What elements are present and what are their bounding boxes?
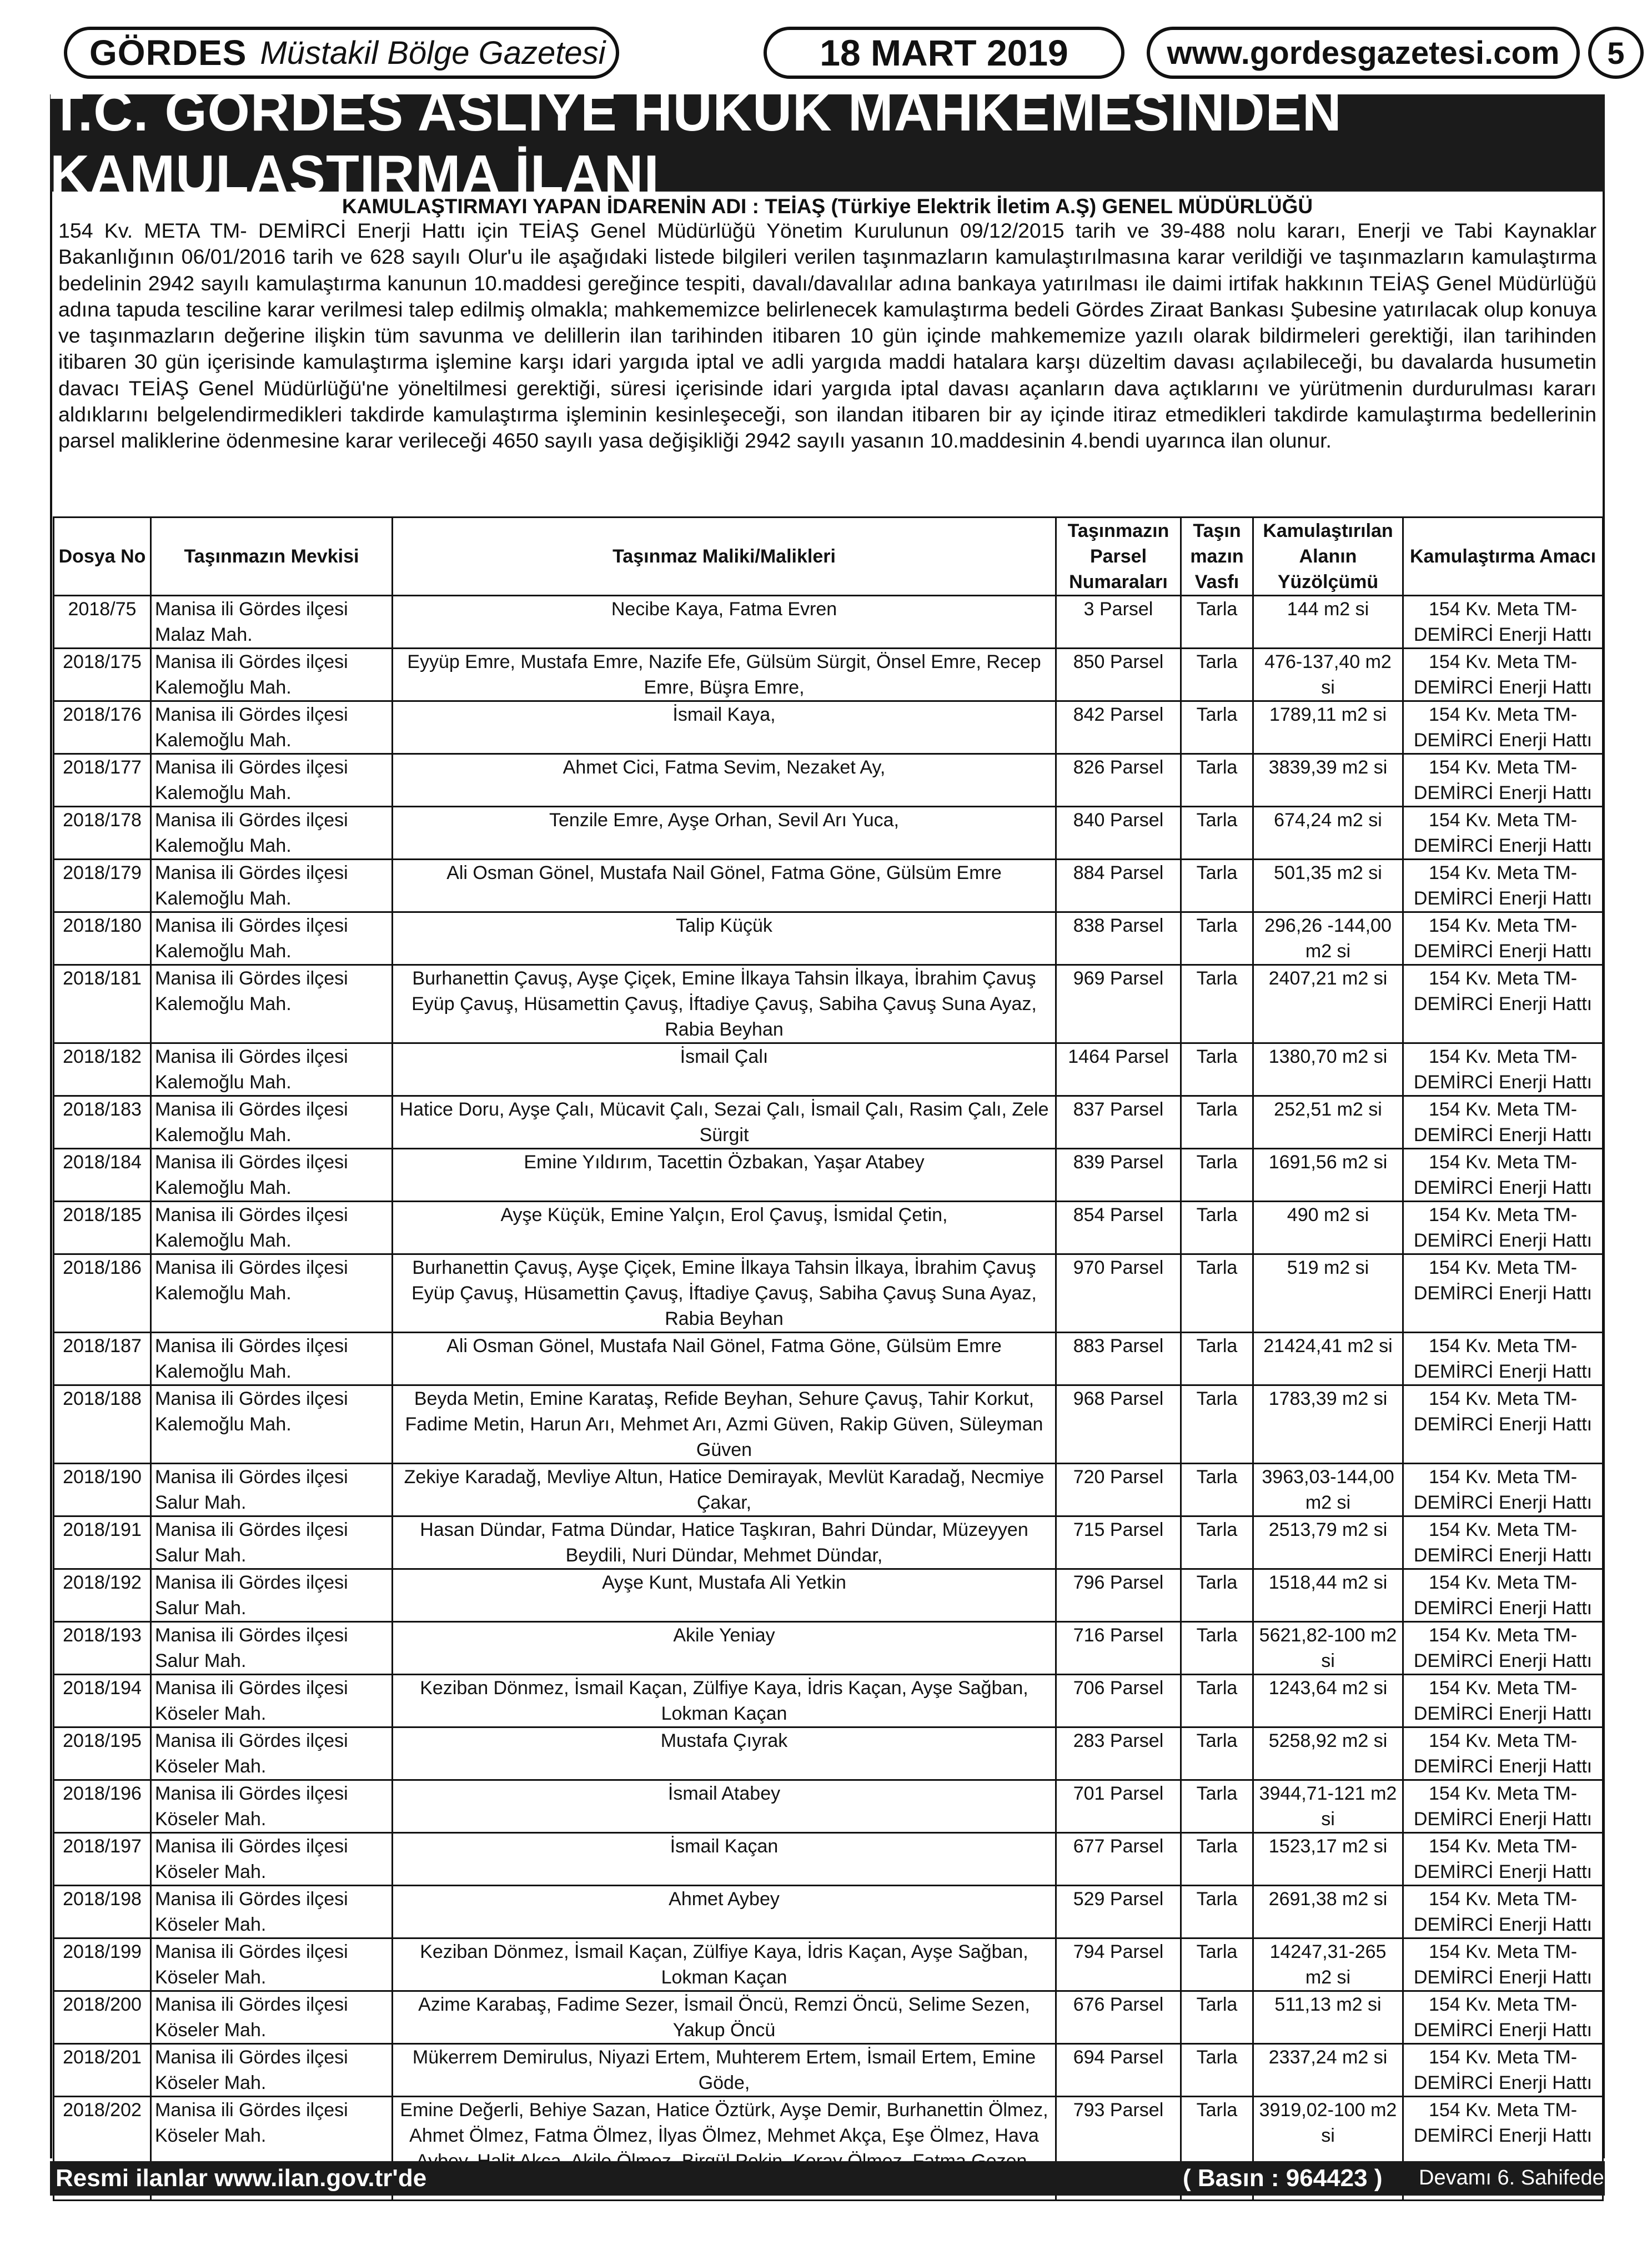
cell-parsel: 1464 Parsel	[1056, 1043, 1181, 1096]
cell-malik: Burhanettin Çavuş, Ayşe Çiçek, Emine İlkaya Tahsin İlkaya, İbrahim Çavuş Eyüp Çavuş, Hüsamettin Çavuş, İftadiye Çavuş, Sabiha Çavuş Suna Ayaz, Rabia Beyhan	[393, 1254, 1056, 1333]
cell-vasif: Tarla	[1181, 1096, 1253, 1149]
cell-malik: Necibe Kaya, Fatma Evren	[393, 596, 1056, 649]
cell-dosya-no: 2018/179	[54, 860, 151, 912]
cell-yuzolcum: 21424,41 m2 si	[1253, 1333, 1403, 1385]
cell-parsel: 3 Parsel	[1056, 596, 1181, 649]
cell-amac: 154 Kv. Meta TM- DEMİRCİ Enerji Hattı	[1403, 596, 1603, 649]
header-mevki: Taşınmazın Mevkisi	[151, 518, 393, 596]
table-row	[54, 1622, 1603, 1675]
cell-yuzolcum: 501,35 m2 si	[1253, 860, 1403, 912]
cell-parsel: 706 Parsel	[1056, 1675, 1181, 1727]
cell-dosya-no: 2018/193	[54, 1622, 151, 1675]
cell-dosya-no: 2018/182	[54, 1043, 151, 1096]
cell-amac: 154 Kv. Meta TM- DEMİRCİ Enerji Hattı	[1403, 965, 1603, 1043]
table-row	[54, 1727, 1603, 1780]
cell-dosya-no: 2018/186	[54, 1254, 151, 1333]
cell-mevki: Manisa ili Gördes ilçesi Köseler Mah.	[151, 1727, 393, 1780]
cell-amac: 154 Kv. Meta TM- DEMİRCİ Enerji Hattı	[1403, 701, 1603, 754]
cell-malik: Emine Yıldırım, Tacettin Özbakan, Yaşar Atabey	[393, 1149, 1056, 1202]
cell-amac: 154 Kv. Meta TM- DEMİRCİ Enerji Hattı	[1403, 1833, 1603, 1886]
cell-dosya-no: 2018/184	[54, 1149, 151, 1202]
cell-vasif: Tarla	[1181, 1043, 1253, 1096]
cell-amac: 154 Kv. Meta TM- DEMİRCİ Enerji Hattı	[1403, 1385, 1603, 1464]
cell-amac: 154 Kv. Meta TM- DEMİRCİ Enerji Hattı	[1403, 1622, 1603, 1675]
cell-vasif: Tarla	[1181, 596, 1253, 649]
table-row	[54, 1202, 1603, 1254]
cell-yuzolcum: 1523,17 m2 si	[1253, 1833, 1403, 1886]
table-row	[54, 1385, 1603, 1464]
cell-parsel: 715 Parsel	[1056, 1516, 1181, 1569]
cell-vasif: Tarla	[1181, 1569, 1253, 1622]
cell-malik: Beyda Metin, Emine Karataş, Refide Beyhan, Sehure Çavuş, Tahir Korkut, Fadime Metin, Harun Arı, Mehmet Arı, Azmi Güven, Rakip Güven, Süleyman Güven	[393, 1385, 1056, 1464]
cell-amac: 154 Kv. Meta TM- DEMİRCİ Enerji Hattı	[1403, 1096, 1603, 1149]
cell-yuzolcum: 1518,44 m2 si	[1253, 1569, 1403, 1622]
cell-vasif: Tarla	[1181, 1333, 1253, 1385]
cell-mevki: Manisa ili Gördes ilçesi Köseler Mah.	[151, 2097, 393, 2201]
cell-yuzolcum: 14247,31-265 m2 si	[1253, 1938, 1403, 1991]
cell-dosya-no: 2018/183	[54, 1096, 151, 1149]
cell-dosya-no: 2018/192	[54, 1569, 151, 1622]
table-row	[54, 1833, 1603, 1886]
cell-vasif: Tarla	[1181, 1464, 1253, 1516]
cell-yuzolcum: 2407,21 m2 si	[1253, 965, 1403, 1043]
cell-amac: 154 Kv. Meta TM- DEMİRCİ Enerji Hattı	[1403, 649, 1603, 701]
cell-parsel: 968 Parsel	[1056, 1385, 1181, 1464]
cell-vasif: Tarla	[1181, 1780, 1253, 1833]
table-row	[54, 1886, 1603, 1938]
cell-yuzolcum: 252,51 m2 si	[1253, 1096, 1403, 1149]
cell-dosya-no: 2018/199	[54, 1938, 151, 1991]
cell-malik: İsmail Kaçan	[393, 1833, 1056, 1886]
cell-vasif: Tarla	[1181, 701, 1253, 754]
cell-yuzolcum: 3944,71-121 m2 si	[1253, 1780, 1403, 1833]
cell-malik: Burhanettin Çavuş, Ayşe Çiçek, Emine İlkaya Tahsin İlkaya, İbrahim Çavuş Eyüp Çavuş, Hüsamettin Çavuş, İftadiye Çavuş, Sabiha Çavuş Suna Ayaz, Rabia Beyhan	[393, 965, 1056, 1043]
header-vasif: Taşın mazın Vasfı	[1181, 518, 1253, 596]
cell-amac: 154 Kv. Meta TM- DEMİRCİ Enerji Hattı	[1403, 2044, 1603, 2097]
cell-parsel: 970 Parsel	[1056, 1254, 1181, 1333]
cell-amac: 154 Kv. Meta TM- DEMİRCİ Enerji Hattı	[1403, 807, 1603, 860]
cell-amac: 154 Kv. Meta TM- DEMİRCİ Enerji Hattı	[1403, 1464, 1603, 1516]
table-row	[54, 1516, 1603, 1569]
cell-dosya-no: 2018/177	[54, 754, 151, 807]
cell-yuzolcum: 1789,11 m2 si	[1253, 701, 1403, 754]
cell-mevki: Manisa ili Gördes ilçesi Köseler Mah.	[151, 1938, 393, 1991]
cell-mevki: Manisa ili Gördes ilçesi Kalemoğlu Mah.	[151, 807, 393, 860]
cell-parsel: 884 Parsel	[1056, 860, 1181, 912]
cell-malik: Ahmet Cici, Fatma Sevim, Nezaket Ay,	[393, 754, 1056, 807]
cell-amac: 154 Kv. Meta TM- DEMİRCİ Enerji Hattı	[1403, 1886, 1603, 1938]
cell-mevki: Manisa ili Gördes ilçesi Kalemoğlu Mah.	[151, 1043, 393, 1096]
cell-mevki: Manisa ili Gördes ilçesi Salur Mah.	[151, 1569, 393, 1622]
cell-amac: 154 Kv. Meta TM- DEMİRCİ Enerji Hattı	[1403, 1043, 1603, 1096]
cell-amac: 154 Kv. Meta TM- DEMİRCİ Enerji Hattı	[1403, 1780, 1603, 1833]
cell-parsel: 677 Parsel	[1056, 1833, 1181, 1886]
cell-malik: İsmail Kaya,	[393, 701, 1056, 754]
cell-yuzolcum: 1783,39 m2 si	[1253, 1385, 1403, 1464]
cell-parsel: 720 Parsel	[1056, 1464, 1181, 1516]
footer-bar	[50, 2161, 1605, 2196]
cell-vasif: Tarla	[1181, 1991, 1253, 2044]
cell-parsel: 701 Parsel	[1056, 1780, 1181, 1833]
cell-amac: 154 Kv. Meta TM- DEMİRCİ Enerji Hattı	[1403, 912, 1603, 965]
cell-malik: Azime Karabaş, Fadime Sezer, İsmail Öncü, Remzi Öncü, Selime Sezen, Yakup Öncü	[393, 1991, 1056, 2044]
cell-malik: Ali Osman Gönel, Mustafa Nail Gönel, Fatma Göne, Gülsüm Emre	[393, 1333, 1056, 1385]
cell-vasif: Tarla	[1181, 860, 1253, 912]
cell-vasif: Tarla	[1181, 1516, 1253, 1569]
cell-parsel: 969 Parsel	[1056, 965, 1181, 1043]
cell-parsel: 694 Parsel	[1056, 2044, 1181, 2097]
cell-malik: Keziban Dönmez, İsmail Kaçan, Zülfiye Kaya, İdris Kaçan, Ayşe Sağban, Lokman Kaçan	[393, 1675, 1056, 1727]
cell-vasif: Tarla	[1181, 1833, 1253, 1886]
cell-dosya-no: 2018/175	[54, 649, 151, 701]
table-row	[54, 1043, 1603, 1096]
cell-dosya-no: 2018/75	[54, 596, 151, 649]
cell-parsel: 529 Parsel	[1056, 1886, 1181, 1938]
cell-mevki: Manisa ili Gördes ilçesi Salur Mah.	[151, 1622, 393, 1675]
table-header-row	[54, 518, 1603, 596]
cell-yuzolcum: 490 m2 si	[1253, 1202, 1403, 1254]
cell-yuzolcum: 5258,92 m2 si	[1253, 1727, 1403, 1780]
cell-amac: 154 Kv. Meta TM- DEMİRCİ Enerji Hattı	[1403, 1675, 1603, 1727]
header-malik: Taşınmaz Maliki/Malikleri	[393, 518, 1056, 596]
cell-dosya-no: 2018/181	[54, 965, 151, 1043]
cell-malik: İsmail Atabey	[393, 1780, 1056, 1833]
cell-vasif: Tarla	[1181, 1149, 1253, 1202]
cell-vasif: Tarla	[1181, 912, 1253, 965]
cell-malik: Ayşe Kunt, Mustafa Ali Yetkin	[393, 1569, 1056, 1622]
table-row	[54, 965, 1603, 1043]
cell-malik: Ali Osman Gönel, Mustafa Nail Gönel, Fatma Göne, Gülsüm Emre	[393, 860, 1056, 912]
cell-parsel: 826 Parsel	[1056, 754, 1181, 807]
newspaper-brand: GÖRDES	[89, 33, 247, 73]
header-amac: Kamulaştırma Amacı	[1403, 518, 1603, 596]
cell-malik: Mustafa Çıyrak	[393, 1727, 1056, 1780]
cell-amac: 154 Kv. Meta TM- DEMİRCİ Enerji Hattı	[1403, 1516, 1603, 1569]
cell-malik: Eyyüp Emre, Mustafa Emre, Nazife Efe, Gülsüm Sürgit, Önsel Emre, Recep Emre, Büşra Emre,	[393, 649, 1056, 701]
header-parsel: Taşınmazın Parsel Numaraları	[1056, 518, 1181, 596]
cell-parsel: 850 Parsel	[1056, 649, 1181, 701]
table-row	[54, 1254, 1603, 1333]
cell-parsel: 854 Parsel	[1056, 1202, 1181, 1254]
cell-parsel: 837 Parsel	[1056, 1096, 1181, 1149]
cell-dosya-no: 2018/200	[54, 1991, 151, 2044]
cell-dosya-no: 2018/202	[54, 2097, 151, 2201]
notice-title-banner: T.C. GÖRDES ASLİYE HUKUK MAHKEMESİNDEN KAMULAŞTIRMA İLANI	[50, 94, 1605, 192]
cell-yuzolcum: 2691,38 m2 si	[1253, 1886, 1403, 1938]
cell-amac: 154 Kv. Meta TM- DEMİRCİ Enerji Hattı	[1403, 1149, 1603, 1202]
issue-date: 18 MART 2019	[764, 27, 1124, 79]
table-row	[54, 701, 1603, 754]
cell-dosya-no: 2018/198	[54, 1886, 151, 1938]
cell-vasif: Tarla	[1181, 649, 1253, 701]
cell-dosya-no: 2018/176	[54, 701, 151, 754]
cell-mevki: Manisa ili Gördes ilçesi Köseler Mah.	[151, 1991, 393, 2044]
cell-amac: 154 Kv. Meta TM- DEMİRCİ Enerji Hattı	[1403, 1569, 1603, 1622]
cell-mevki: Manisa ili Gördes ilçesi Köseler Mah.	[151, 2044, 393, 2097]
newspaper-subtitle: Müstakil Bölge Gazetesi	[260, 34, 606, 71]
cell-malik: Akile Yeniay	[393, 1622, 1056, 1675]
cell-mevki: Manisa ili Gördes ilçesi Kalemoğlu Mah.	[151, 1385, 393, 1464]
cell-malik: Tenzile Emre, Ayşe Orhan, Sevil Arı Yuca,	[393, 807, 1056, 860]
cell-vasif: Tarla	[1181, 2044, 1253, 2097]
page-number: 5	[1588, 27, 1644, 79]
cell-vasif: Tarla	[1181, 1202, 1253, 1254]
cell-vasif: Tarla	[1181, 807, 1253, 860]
cell-amac: 154 Kv. Meta TM- DEMİRCİ Enerji Hattı	[1403, 1991, 1603, 2044]
cell-vasif: Tarla	[1181, 965, 1253, 1043]
table-row	[54, 1096, 1603, 1149]
cell-parsel: 716 Parsel	[1056, 1622, 1181, 1675]
table-row	[54, 649, 1603, 701]
cell-vasif: Tarla	[1181, 1675, 1253, 1727]
cell-mevki: Manisa ili Gördes ilçesi Kalemoğlu Mah.	[151, 701, 393, 754]
cell-dosya-no: 2018/201	[54, 2044, 151, 2097]
cell-amac: 154 Kv. Meta TM- DEMİRCİ Enerji Hattı	[1403, 1727, 1603, 1780]
cell-yuzolcum: 3963,03-144,00 m2 si	[1253, 1464, 1403, 1516]
table-row	[54, 596, 1603, 649]
cell-parsel: 840 Parsel	[1056, 807, 1181, 860]
cell-mevki: Manisa ili Gördes ilçesi Kalemoğlu Mah.	[151, 649, 393, 701]
cell-mevki: Manisa ili Gördes ilçesi Kalemoğlu Mah.	[151, 912, 393, 965]
cell-mevki: Manisa ili Gördes ilçesi Kalemoğlu Mah.	[151, 1202, 393, 1254]
cell-mevki: Manisa ili Gördes ilçesi Kalemoğlu Mah.	[151, 1254, 393, 1333]
cell-mevki: Manisa ili Gördes ilçesi Kalemoğlu Mah.	[151, 1149, 393, 1202]
cell-mevki: Manisa ili Gördes ilçesi Kalemoğlu Mah.	[151, 860, 393, 912]
cell-vasif: Tarla	[1181, 2097, 1253, 2201]
cell-amac: 154 Kv. Meta TM- DEMİRCİ Enerji Hattı	[1403, 1254, 1603, 1333]
table-row	[54, 1675, 1603, 1727]
cell-malik: Hatice Doru, Ayşe Çalı, Mücavit Çalı, Sezai Çalı, İsmail Çalı, Rasim Çalı, Zele Sürgit	[393, 1096, 1056, 1149]
cell-dosya-no: 2018/191	[54, 1516, 151, 1569]
cell-parsel: 676 Parsel	[1056, 1991, 1181, 2044]
cell-vasif: Tarla	[1181, 1938, 1253, 1991]
header-dosya-no: Dosya No	[54, 518, 151, 596]
cell-parsel: 793 Parsel	[1056, 2097, 1181, 2201]
cell-yuzolcum: 511,13 m2 si	[1253, 1991, 1403, 2044]
cell-vasif: Tarla	[1181, 1886, 1253, 1938]
cell-dosya-no: 2018/188	[54, 1385, 151, 1464]
cell-dosya-no: 2018/190	[54, 1464, 151, 1516]
cell-yuzolcum: 2337,24 m2 si	[1253, 2044, 1403, 2097]
cell-yuzolcum: 519 m2 si	[1253, 1254, 1403, 1333]
cell-malik: Keziban Dönmez, İsmail Kaçan, Zülfiye Kaya, İdris Kaçan, Ayşe Sağban, Lokman Kaçan	[393, 1938, 1056, 1991]
cell-amac: 154 Kv. Meta TM- DEMİRCİ Enerji Hattı	[1403, 1938, 1603, 1991]
cell-yuzolcum: 674,24 m2 si	[1253, 807, 1403, 860]
cell-malik: Ahmet Aybey	[393, 1886, 1056, 1938]
cell-mevki: Manisa ili Gördes ilçesi Kalemoğlu Mah.	[151, 754, 393, 807]
masthead	[58, 22, 1625, 83]
cell-dosya-no: 2018/180	[54, 912, 151, 965]
table-row	[54, 807, 1603, 860]
cell-vasif: Tarla	[1181, 754, 1253, 807]
cell-dosya-no: 2018/196	[54, 1780, 151, 1833]
cell-dosya-no: 2018/185	[54, 1202, 151, 1254]
cell-malik: Ayşe Küçük, Emine Yalçın, Erol Çavuş, İsmidal Çetin,	[393, 1202, 1056, 1254]
cell-amac: 154 Kv. Meta TM- DEMİRCİ Enerji Hattı	[1403, 1333, 1603, 1385]
cell-dosya-no: 2018/195	[54, 1727, 151, 1780]
table-row	[54, 912, 1603, 965]
cell-parsel: 842 Parsel	[1056, 701, 1181, 754]
cell-mevki: Manisa ili Gördes ilçesi Köseler Mah.	[151, 1833, 393, 1886]
cell-vasif: Tarla	[1181, 1385, 1253, 1464]
cell-vasif: Tarla	[1181, 1622, 1253, 1675]
cell-amac: 154 Kv. Meta TM- DEMİRCİ Enerji Hattı	[1403, 1202, 1603, 1254]
cell-yuzolcum: 1243,64 m2 si	[1253, 1675, 1403, 1727]
cell-parsel: 283 Parsel	[1056, 1727, 1181, 1780]
press-number: ( Basın : 964423 )	[1183, 2164, 1383, 2192]
website-address: www.gordesgazetesi.com	[1147, 27, 1580, 79]
table-row	[54, 754, 1603, 807]
cell-mevki: Manisa ili Gördes ilçesi Köseler Mah.	[151, 1886, 393, 1938]
cell-yuzolcum: 2513,79 m2 si	[1253, 1516, 1403, 1569]
cell-dosya-no: 2018/187	[54, 1333, 151, 1385]
table-row	[54, 2044, 1603, 2097]
cell-malik: Talip Küçük	[393, 912, 1056, 965]
cell-yuzolcum: 5621,82-100 m2 si	[1253, 1622, 1403, 1675]
newspaper-name-pill	[64, 27, 619, 79]
cell-parsel: 839 Parsel	[1056, 1149, 1181, 1202]
cell-yuzolcum: 476-137,40 m2 si	[1253, 649, 1403, 701]
agency-heading: KAMULAŞTIRMAYI YAPAN İDARENİN ADI : TEİAŞ (Türkiye Elektrik İletim A.Ş) GENEL MÜDÜRLÜĞÜ	[342, 195, 1313, 218]
cell-yuzolcum: 144 m2 si	[1253, 596, 1403, 649]
cell-yuzolcum: 3839,39 m2 si	[1253, 754, 1403, 807]
cell-malik: Mükerrem Demirulus, Niyazi Ertem, Muhterem Ertem, İsmail Ertem, Emine Göde,	[393, 2044, 1056, 2097]
cell-mevki: Manisa ili Gördes ilçesi Kalemoğlu Mah.	[151, 1333, 393, 1385]
cell-amac: 154 Kv. Meta TM- DEMİRCİ Enerji Hattı	[1403, 754, 1603, 807]
cell-parsel: 883 Parsel	[1056, 1333, 1181, 1385]
cell-yuzolcum: 3919,02-100 m2 si	[1253, 2097, 1403, 2201]
cell-vasif: Tarla	[1181, 1727, 1253, 1780]
table-row	[54, 1569, 1603, 1622]
cell-mevki: Manisa ili Gördes ilçesi Salur Mah.	[151, 1516, 393, 1569]
cell-dosya-no: 2018/178	[54, 807, 151, 860]
cell-mevki: Manisa ili Gördes ilçesi Malaz Mah.	[151, 596, 393, 649]
cell-parsel: 838 Parsel	[1056, 912, 1181, 965]
cell-mevki: Manisa ili Gördes ilçesi Salur Mah.	[151, 1464, 393, 1516]
notice-body-text: 154 Kv. META TM- DEMİRCİ Enerji Hattı için TEİAŞ Genel Müdürlüğü Yönetim Kurulunun 09/12/2015 tarih ve 39-488 nolu kararı, Enerji ve Tabi Kaynaklar Bakanlığının 06/01/2016 tarih ve 628 sayılı Olur'u ile aşağıdaki listede bilgileri verilen taşınmazların kamulaştırılmasına karar verildiği ve taşınmazların kamulaştırma bedelinin 2942 sayılı kamulaştırma kanunun 10.maddesi gereğince tespiti, davalı/davalılar adına bankaya yatırılması ile daimi irtifak hakkının TEİAŞ Genel Müdürlüğü adına tapuda tesciline karar verilmesi talep edilmiş olmakla; mahkememizce belirlenecek kamulaştırma bedeli Gördes Ziraat Bankası Şubesine yatırılacak olup konuya ve taşınmazların değerine ilişkin tüm savunma ve delillerin ilan tarihinden itibaren 10 gün içinde mahkememize yazılı olarak bildirmeleri gerektiği, ilan tarihinden itibaren 30 gün içerisinde kamulaştırma işlemine karşı idari yargıda iptal ve adli yargıda maddi hatalara karşı düzeltim davası açılabileceği, bu davalarda husumetin davacı TEİAŞ Genel Müdürlüğü'ne yöneltilmesi gerektiği, süresi içerisinde idari yargıda iptal davası açanların dava açtıklarını ve yürütmenin durdurulması kararı aldıklarını belgelendirmedikleri takdirde kamulaştırma işleminin kesinleşeceği, son ilandan itibaren bir ay içinde itiraz etmedikleri takdirde kamulaştırma bedellerinin parsel maliklerine ödenmesine karar verileceği 4650 sayılı yasa değişikliği 2942 sayılı yasanın 10.maddesinin 4.bendi uyarınca ilan olunur.	[58, 219, 1596, 453]
cell-mevki: Manisa ili Gördes ilçesi Kalemoğlu Mah.	[151, 965, 393, 1043]
cell-vasif: Tarla	[1181, 1254, 1253, 1333]
cell-malik: Emine Değerli, Behiye Sazan, Hatice Öztürk, Ayşe Demir, Burhanettin Ölmez, Ahmet Ölmez, Fatma Ölmez, İlyas Ölmez, Mehmet Akça, Eşe Ölmez, Hava	[393, 2097, 1056, 2201]
cell-mevki: Manisa ili Gördes ilçesi Kalemoğlu Mah.	[151, 1096, 393, 1149]
cell-yuzolcum: 296,26 -144,00 m2 si	[1253, 912, 1403, 965]
cell-mevki: Manisa ili Gördes ilçesi Köseler Mah.	[151, 1675, 393, 1727]
cell-malik: Zekiye Karadağ, Mevliye Altun, Hatice Demirayak, Mevlüt Karadağ, Necmiye Çakar,	[393, 1464, 1056, 1516]
official-ads-note: Resmi ilanlar www.ilan.gov.tr'de	[56, 2164, 427, 2192]
header-yuzolcum: Kamulaştırılan Alanın Yüzölçümü	[1253, 518, 1403, 596]
cell-yuzolcum: 1691,56 m2 si	[1253, 1149, 1403, 1202]
table-row	[54, 1464, 1603, 1516]
table-row	[54, 1991, 1603, 2044]
cell-malik: İsmail Çalı	[393, 1043, 1056, 1096]
cell-mevki: Manisa ili Gördes ilçesi Köseler Mah.	[151, 1780, 393, 1833]
cell-parsel: 796 Parsel	[1056, 1569, 1181, 1622]
table-body	[54, 596, 1603, 2201]
cell-malik: Hasan Dündar, Fatma Dündar, Hatice Taşkıran, Bahri Dündar, Müzeyyen Beydili, Nuri Dündar, Mehmet Dündar,	[393, 1516, 1056, 1569]
table-row	[54, 1333, 1603, 1385]
cell-amac: 154 Kv. Meta TM- DEMİRCİ Enerji Hattı	[1403, 860, 1603, 912]
expropriation-table	[53, 516, 1604, 2201]
cell-amac: 154 Kv. Meta TM- DEMİRCİ Enerji Hattı	[1403, 2097, 1603, 2201]
table-row	[54, 860, 1603, 912]
cell-parsel: 794 Parsel	[1056, 1938, 1181, 1991]
cell-dosya-no: 2018/197	[54, 1833, 151, 1886]
table-row	[54, 1780, 1603, 1833]
cell-yuzolcum: 1380,70 m2 si	[1253, 1043, 1403, 1096]
cell-dosya-no: 2018/194	[54, 1675, 151, 1727]
table-row	[54, 1149, 1603, 1202]
continued-note: Devamı 6. Sahifede	[1419, 2166, 1604, 2189]
table-row	[54, 1938, 1603, 1991]
